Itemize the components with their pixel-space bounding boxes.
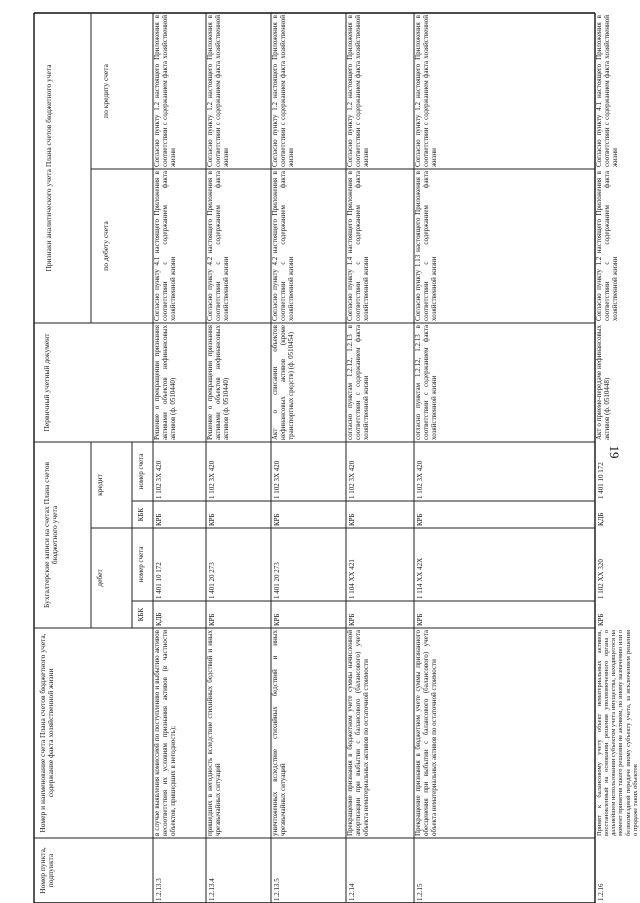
row-credit-account: 1 102 3Х 420 (416, 460, 424, 499)
row-number: 1.2.16 (597, 883, 605, 901)
row-primary-document: согласно пунктам 1.2.12, 1.2.13 в соответствии с содержанием факта хозяйственной жизни (346, 325, 370, 440)
row-credit-account: 1 102 3Х 420 (208, 460, 216, 499)
row-kbk-debit: КРБ (597, 613, 605, 626)
row-debit-account: 1 104 ХХ 421 (348, 559, 356, 599)
row-description: в случае выявления комиссией по поступлению и выбытию активов несоответствия их условиям признания активов (в частности объектов, пришедших в негодность); (153, 630, 177, 836)
row-debit-analytics: Согласно пункту 1.2 настоящего Приложения в соответствии с содержанием факта хозяйственной жизни (595, 171, 619, 321)
row-debit-account: 1 401 10 172 (155, 562, 163, 599)
row-description: Прекращение признания в бюджетном учете суммы начисленной амортизации при выбытии с балансового (балансового) учета объекта нематериальных активов по остаточной стоимости (346, 630, 370, 836)
row-kbk-debit: КРБ (273, 613, 281, 626)
row-debit-analytics: Согласно пункту 4.1 настоящего Приложения в соответствии с содержанием факта хозяйственной жизни (153, 171, 177, 321)
row-number: 1.2.14 (348, 883, 356, 901)
row-primary-document: Акт о приеме-передаче нефинансовых активов (ф. 0510448) (595, 325, 611, 440)
header-credit: кредит (95, 474, 104, 496)
row-debit-analytics: Согласно пункту 4.2 настоящего Приложения в соответствии с содержанием факта хозяйственной жизни (206, 171, 230, 321)
row-credit-analytics: Согласно пункту 4.1 настоящего Приложения в соответствии с содержанием факта хозяйственной жизни (595, 15, 619, 167)
row-credit-analytics: Согласно пункту 1.2 настоящего Приложения в соответствии с содержанием факта хозяйственной жизни (206, 15, 230, 167)
row-kbk-debit: КРБ (416, 613, 424, 626)
row-kbk-debit: КРБ (208, 613, 216, 626)
row-credit-account: 1 102 3Х 420 (155, 460, 163, 499)
row-number: 1.2.13.4 (208, 878, 216, 901)
header-debit-account-no: номер счета (137, 546, 145, 583)
row-credit-account: 1 102 3Х 420 (348, 460, 356, 499)
header-account-name: Номер и наименование счета Плана счетов бюджетного учета, содержание факта хозяйственной жизни (38, 633, 56, 833)
header-credit-account-no: номер счета (137, 453, 145, 490)
row-kbk-debit: КРБ (348, 613, 356, 626)
row-kbk-credit: КРБ (348, 513, 356, 526)
header-item-no: Номер пункта, подпункта (38, 847, 56, 894)
row-number: 1.2.15 (416, 883, 424, 901)
row-primary-document: Решение о прекращении признания активами объектов нефинансовых активов (ф. 0510440) (153, 325, 177, 440)
row-credit-analytics: Согласно пункту 1.2 настоящего Приложения в соответствии с содержанием факта хозяйственной жизни (153, 15, 177, 167)
row-primary-document: Решение о прекращении признания активами объектов нефинансовых активов (ф. 0510440) (206, 325, 230, 440)
row-credit-analytics: Согласно пункту 1.2 настоящего Приложения в соответствии с содержанием факта хозяйственной жизни (271, 15, 295, 167)
row-credit-account: 1 102 3Х 420 (273, 460, 281, 499)
header-by-credit: по кредиту счета (101, 64, 110, 118)
header-kbk-credit: КБК (137, 507, 145, 522)
row-description: Прекращение признания в бюджетном учете суммы признанного обесценения при выбытии с балансового (балансового) учета объекта нематериальных активов по остаточной стоимости (414, 630, 438, 836)
row-kbk-credit: КРБ (416, 513, 424, 526)
row-debit-account: 1 401 20 273 (208, 562, 216, 599)
header-entries: Бухгалтерские записи на счетах Плана счетов бюджетного учета (42, 461, 60, 609)
header-analytics: Признаки аналитического учета Плана счетов бюджетного учета (44, 64, 53, 272)
row-debit-account: 1 401 20 273 (273, 562, 281, 599)
row-debit-account: 1 102 ХХ 320 (597, 559, 605, 599)
row-credit-analytics: Согласно пункту 1.2 настоящего Приложения в соответствии с содержанием факта хозяйственной жизни (414, 15, 438, 167)
row-kbk-credit: КРБ (273, 513, 281, 526)
row-kbk-credit: КРБ (155, 513, 163, 526)
row-debit-analytics: Согласно пункту 1.4 настоящего Приложения в соответствии с содержанием факта хозяйственной жизни (346, 171, 370, 321)
row-description: уничтоженных вследствие стихийных бедствий и иных чрезвычайных ситуаций (271, 630, 287, 836)
row-debit-account: 1 114 ХХ 42Х (416, 557, 424, 599)
header-kbk-debit: КБК (137, 607, 145, 622)
row-credit-analytics: Согласно пункту 1.2 настоящего Приложения в соответствии с содержанием факта хозяйственной жизни (346, 15, 370, 167)
row-kbk-debit: КДБ (155, 612, 163, 626)
row-description: Принят к балансовому учету объект нематериальных активов, восстановленный на основании решения уполномоченного органа о дальнейшем использовании субъектом учета имущества, находящегося на момент принятия такого решения не активом, по иному назначению или о безвозмездной передаче иному субъекту учета, за исключением решения о продаже таких объектов (596, 630, 639, 836)
row-debit-analytics: Согласно пункту 4.2 настоящего Приложения в соответствии с содержанием факта хозяйственной жизни (271, 171, 295, 321)
row-primary-document: согласно пунктам 1.2.12, 1.2.13 в соответствии с содержанием факта хозяйственной жизни (414, 325, 438, 440)
row-description: пришедших в негодность вследствие стихийных бедствий и иных чрезвычайных ситуаций (206, 630, 222, 836)
row-kbk-credit: КРБ (208, 513, 216, 526)
row-debit-analytics: Согласно пункту 1.13 настоящего Приложения в соответствии с содержанием факта хозяйственной жизни (414, 171, 438, 321)
row-number: 1.2.13.3 (155, 878, 163, 901)
page-number: 19 (607, 445, 622, 459)
header-by-debit: по дебету счета (101, 221, 110, 271)
row-kbk-credit: КДБ (597, 512, 605, 526)
row-credit-account: 1 401 10 172 (597, 462, 605, 499)
header-primary-document: Первичный учетный документ (42, 333, 51, 432)
header-debit: дебет (95, 569, 104, 587)
row-primary-document: Акт о списании объектов нефинансовых активов (кроме транспортных средств) (ф. 0510454) (271, 325, 295, 440)
row-number: 1.2.13.5 (273, 878, 281, 901)
